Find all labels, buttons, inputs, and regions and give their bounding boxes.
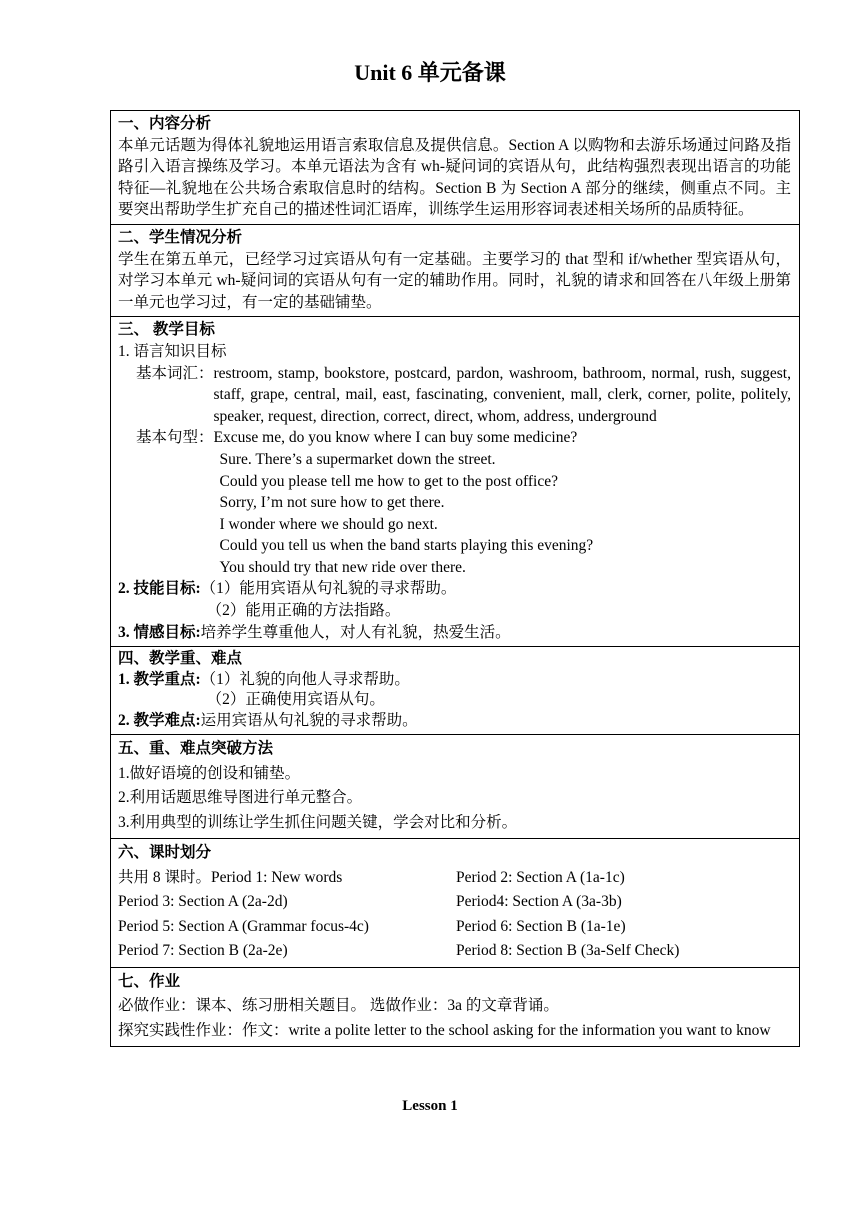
homework-required: 必做作业：课本、练习册相关题目。 选做作业：3a 的文章背诵。 bbox=[118, 997, 559, 1015]
emotion-label: 3. 情感目标: bbox=[118, 623, 201, 641]
period-cell: Period 5: Section A (Grammar focus-4c) bbox=[118, 917, 369, 935]
section-heading: 二、学生情况分析 bbox=[118, 228, 243, 246]
sentence: You should try that new ride over there. bbox=[219, 558, 466, 576]
section-heading: 六、课时划分 bbox=[118, 844, 212, 862]
period-cell: Period 3: Section A (2a-2d) bbox=[118, 893, 288, 911]
lesson-plan-table bbox=[110, 110, 800, 1047]
difficult-point-row bbox=[118, 711, 791, 732]
sentence: Sure. There’s a supermarket down the street. bbox=[219, 450, 496, 468]
section-student-analysis bbox=[111, 225, 799, 317]
section-heading: 五、重、难点突破方法 bbox=[118, 740, 274, 758]
section-content-analysis bbox=[111, 111, 799, 225]
period-cell: Period 2: Section A (1a-1c) bbox=[456, 868, 625, 886]
sentence: I wonder where we should go next. bbox=[219, 515, 438, 533]
section-key-difficult-points bbox=[111, 647, 799, 735]
sentence-label: 基本句型： bbox=[136, 429, 214, 447]
emotion-text: 培养学生尊重他人，对人有礼貌，热爱生活。 bbox=[200, 623, 511, 641]
vocab-row bbox=[118, 363, 791, 428]
method-item: 1.做好语境的创设和铺垫。 bbox=[118, 764, 301, 782]
period-grid bbox=[118, 866, 791, 964]
period-cell: 共用 8 课时。Period 1: New words bbox=[118, 868, 343, 886]
sentence-list bbox=[214, 427, 594, 578]
skill-label: 2. 技能目标: bbox=[118, 580, 201, 598]
section-heading: 七、作业 bbox=[118, 972, 181, 990]
homework-inquiry: 探究实践性作业：作文：write a polite letter to the school asking for the information you want to know bbox=[118, 1021, 771, 1039]
page-footer: Lesson 1 bbox=[402, 1098, 458, 1114]
sentence: Could you tell us when the band starts playing this evening? bbox=[219, 537, 594, 555]
skill-item: （1）能用宾语从句礼貌的寻求帮助。 bbox=[200, 580, 457, 598]
key-point-row bbox=[118, 670, 791, 711]
difficult-point-label: 2. 教学难点: bbox=[118, 711, 201, 729]
section-heading: 一、内容分析 bbox=[118, 115, 212, 132]
period-cell: Period 6: Section B (1a-1e) bbox=[456, 917, 626, 935]
sentence-row bbox=[118, 427, 791, 578]
section-homework bbox=[111, 968, 799, 1047]
skill-list bbox=[201, 578, 457, 621]
key-point-item: （2）正确使用宾语从句。 bbox=[206, 691, 385, 709]
key-point-item: （1）礼貌的向他人寻求帮助。 bbox=[200, 670, 410, 688]
method-item: 3.利用典型的训练让学生抓住问题关键，学会对比和分析。 bbox=[118, 813, 518, 831]
key-point-list bbox=[201, 670, 410, 711]
period-cell: Period 7: Section B (2a-2e) bbox=[118, 942, 288, 960]
section-breakthrough-methods bbox=[111, 735, 799, 839]
section-body: 学生在第五单元，已经学习过宾语从句有一定基础。主要学习的 that 型和 if/whether 型宾语从句，对学习本单元 wh-疑问词的宾语从句有一定的辅助作用。同时，礼貌的请求和回答在八年级上册第一单元也学习过，有一定的基础铺垫。 bbox=[118, 250, 791, 311]
key-point-label: 1. 教学重点: bbox=[118, 670, 201, 688]
language-objective-title: 1. 语言知识目标 bbox=[118, 342, 227, 360]
sentence: Could you please tell me how to get to the post office? bbox=[219, 472, 559, 490]
section-heading: 四、教学重、难点 bbox=[118, 650, 243, 668]
method-item: 2.利用话题思维导图进行单元整合。 bbox=[118, 789, 363, 807]
section-heading: 三、 教学目标 bbox=[118, 321, 215, 339]
sentence: Excuse me, do you know where I can buy some medicine? bbox=[213, 429, 578, 447]
period-cell: Period4: Section A (3a-3b) bbox=[456, 893, 622, 911]
document-title: Unit 6 单元备课 bbox=[354, 60, 506, 85]
sentence: Sorry, I’m not sure how to get there. bbox=[219, 494, 445, 512]
period-cell: Period 8: Section B (3a-Self Check) bbox=[456, 942, 680, 960]
skill-item: （2）能用正确的方法指路。 bbox=[206, 602, 401, 620]
skill-row bbox=[118, 578, 791, 621]
section-teaching-objectives bbox=[111, 317, 799, 647]
vocab-label: 基本词汇： bbox=[136, 364, 214, 382]
section-period-division bbox=[111, 839, 799, 968]
section-body: 本单元话题为得体礼貌地运用语言索取信息及提供信息。Section A 以购物和去游乐场通过问路及指路引入语言操练及学习。本单元语法为含有 wh-疑问词的宾语从句，此结构强烈表现出语言的功能特征—礼貌地在公共场合索取信息时的结构。Section B 为 Section A 部分的继续，侧重点不同。主要突出帮助学生扩充自己的描述性词汇语库，训练学生运用形容词表述相关场所的品质特征。 bbox=[118, 136, 791, 219]
emotion-row bbox=[118, 622, 791, 644]
vocab-list: restroom, stamp, bookstore, postcard, pardon, washroom, bathroom, normal, rush, suggest, staff, grape, central, mail, east, fascinating, convenient, mall, clerk, corner, polite, politely, speaker, request, direction, correct, direct, whom, address, underground bbox=[213, 364, 791, 425]
difficult-point-text: 运用宾语从句礼貌的寻求帮助。 bbox=[200, 711, 418, 729]
